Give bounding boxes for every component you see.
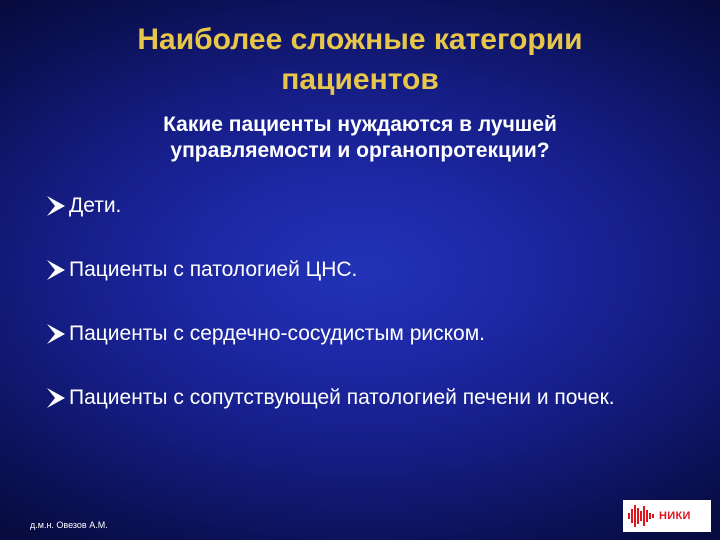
arrow-bullet-icon (46, 387, 66, 409)
bullet-item (46, 193, 676, 219)
bullet-text: Дети. (69, 194, 122, 217)
logo-text: НИКИ (659, 510, 691, 522)
bullet-list (46, 193, 676, 449)
slide-subtitle-line-2: управляемости и органопротекции? (170, 139, 550, 162)
waveform-logo-icon (627, 504, 657, 528)
arrow-bullet-icon (46, 195, 66, 217)
bullet-text: Пациенты с сердечно-сосудистым риском. (69, 322, 485, 345)
bullet-item (46, 385, 676, 411)
slide-subtitle (110, 112, 610, 164)
bullet-text: Пациенты с патологией ЦНС. (69, 258, 358, 281)
slide-title (60, 20, 660, 100)
author-footer: д.м.н. Овезов А.М. (30, 520, 108, 530)
slide-subtitle-line-1: Какие пациенты нуждаются в лучшей (163, 113, 557, 136)
slide-title-line-2: пациентов (281, 63, 439, 96)
institute-logo (623, 500, 711, 532)
slide-title-line-1: Наиболее сложные категории (137, 23, 583, 56)
bullet-item (46, 321, 676, 347)
bullet-text: Пациенты с сопутствующей патологией печени и почек. (69, 386, 615, 409)
arrow-bullet-icon (46, 259, 66, 281)
bullet-item (46, 257, 676, 283)
arrow-bullet-icon (46, 323, 66, 345)
